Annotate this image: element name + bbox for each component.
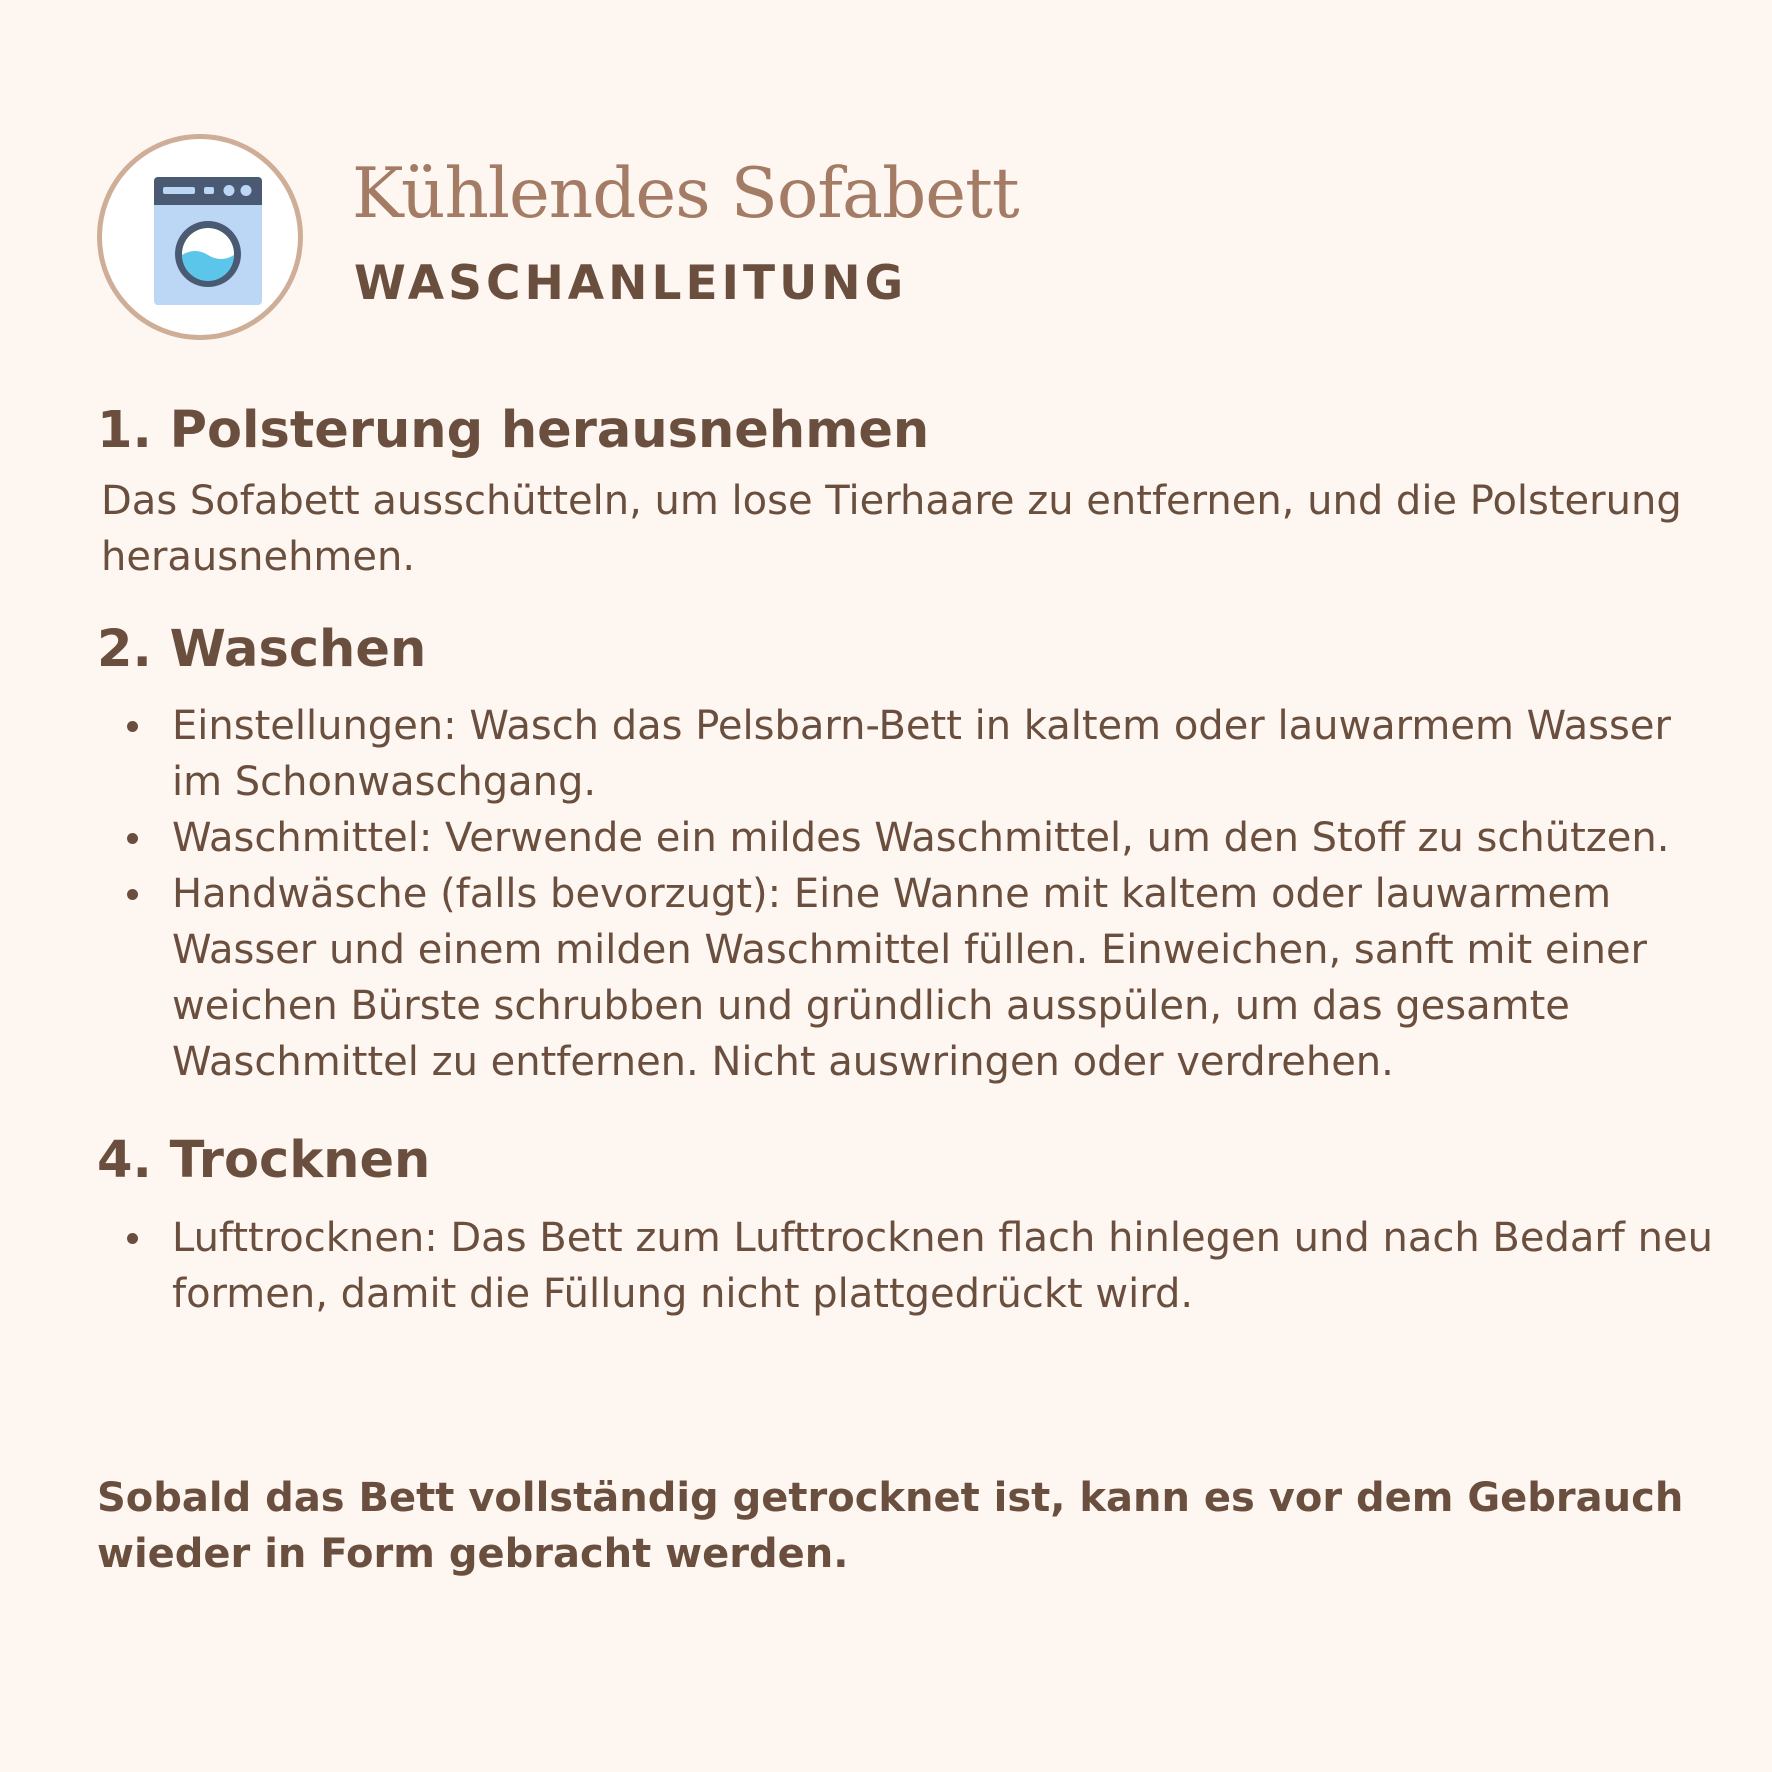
list-item-text: Handwäsche (falls bevorzugt): Eine Wanne mit kaltem oder lauwarmem Wasser und einem milden Waschmittel füllen. Einweichen, sanft mit einer weichen Bürste schrubben und gründlich ausspülen, um das gesamte Waschmittel zu entfernen. Nicht auswringen oder verdrehen. <box>172 871 1647 1086</box>
bullet-list <box>97 1210 1717 1322</box>
page-title: Kühlendes Sofabett <box>352 154 1019 234</box>
section-text: Das Sofabett ausschütteln, um lose Tierhaare zu entfernen, und die Polsterung herausnehmen. <box>101 478 1682 581</box>
list-item-text: Waschmittel: Verwende ein mildes Waschmittel, um den Stoff zu schützen. <box>172 815 1670 862</box>
list-item-text: Einstellungen: Wasch das Pelsbarn-Bett in kaltem oder lauwarmem Wasser im Schonwaschgang. <box>172 703 1671 806</box>
closing-note: Sobald das Bett vollständig getrocknet ist, kann es vor dem Gebrauch wieder in Form gebracht werden. <box>97 1475 1684 1577</box>
section-trocknen <box>97 1130 1717 1321</box>
bullet-icon <box>127 721 138 732</box>
page-subtitle: WASCHANLEITUNG <box>354 256 908 311</box>
bullet-icon <box>127 889 138 900</box>
bullet-list <box>97 698 1717 1090</box>
bullet-icon <box>127 1233 138 1244</box>
instructions <box>97 400 1717 1352</box>
list-item <box>97 698 1717 810</box>
section-heading: 1. Polsterung herausnehmen <box>97 401 930 460</box>
section-polsterung <box>97 400 1717 585</box>
list-item <box>97 1210 1717 1322</box>
section-heading: 2. Waschen <box>97 620 427 680</box>
logo-badge <box>97 134 303 340</box>
washing-machine-icon <box>154 177 262 305</box>
list-item-text: Lufttrocknen: Das Bett zum Lufttrocknen flach hinlegen und nach Bedarf neu formen, damit die Füllung nicht plattgedrückt wird. <box>172 1214 1713 1317</box>
section-heading: 4. Trocknen <box>97 1131 431 1191</box>
list-item <box>97 810 1717 866</box>
header <box>97 134 1597 350</box>
bullet-icon <box>127 833 138 844</box>
list-item <box>97 866 1717 1090</box>
section-waschen <box>97 619 1717 1090</box>
